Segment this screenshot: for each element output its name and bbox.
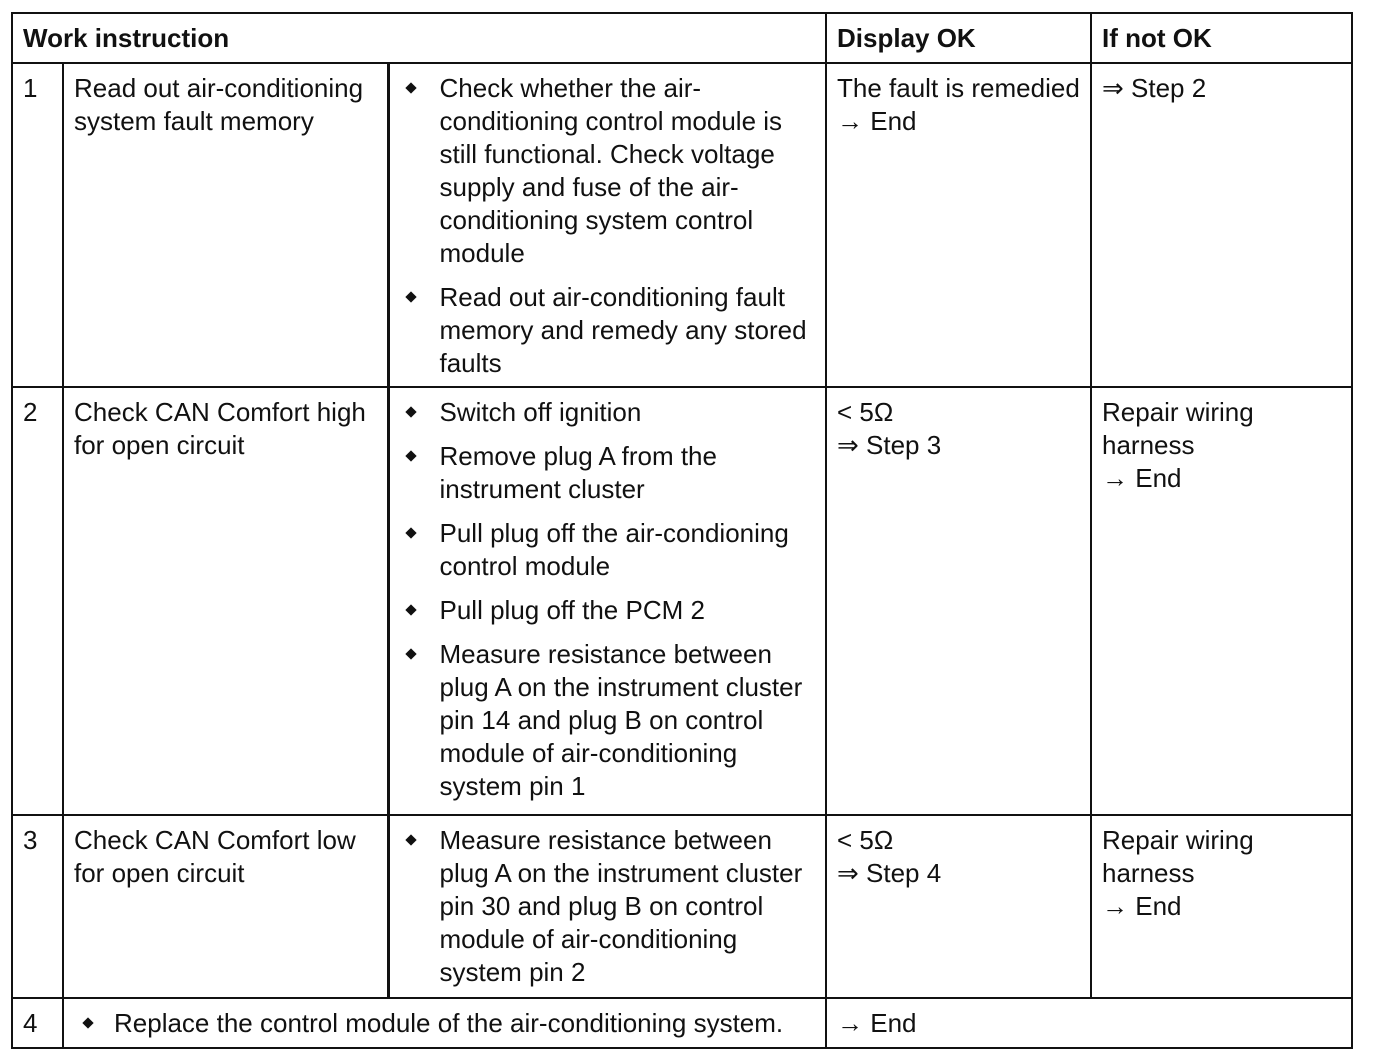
bullet-diamond-icon [405, 834, 416, 845]
display-ok-cell [826, 387, 1091, 815]
display-ok-line: ⇒ Step 4 [837, 858, 942, 888]
work-instruction-table [11, 12, 1353, 1049]
if-not-ok-line: Repair wiring harness [1102, 825, 1254, 888]
display-ok-line: The fault is remedied [837, 73, 1080, 103]
if-not-ok-cell [1091, 387, 1352, 815]
step-number: 1 [12, 63, 63, 387]
display-ok-line: < 5Ω [837, 397, 894, 427]
step-actions [388, 815, 826, 998]
display-ok-line: < 5Ω [837, 825, 894, 855]
action-text: Pull plug off the air-condioning control module [439, 518, 789, 581]
if-not-ok-line: Repair wiring harness [1102, 397, 1254, 460]
list-item [400, 281, 816, 380]
if-not-ok-cell [1091, 815, 1352, 998]
list-item [400, 594, 816, 627]
if-not-ok-cell [1091, 63, 1352, 387]
instruction-text: Replace the control module of the air-conditioning system. [114, 1008, 784, 1038]
action-text: Check whether the air-conditioning control module is still functional. Check voltage supply and fuse of the air-conditioning system control module [439, 73, 783, 268]
bullet-diamond-icon [405, 291, 416, 302]
step-instruction [63, 998, 826, 1048]
display-ok-line: → End [837, 106, 917, 136]
table-row [12, 998, 1352, 1048]
table-row [12, 815, 1352, 998]
list-item [400, 440, 816, 506]
bullet-diamond-icon [405, 527, 416, 538]
if-not-ok-line: ⇒ Step 2 [1102, 73, 1207, 103]
action-text: Pull plug off the PCM 2 [439, 595, 705, 625]
step-result: → End [826, 998, 1352, 1048]
action-text: Read out air-conditioning fault memory and remedy any stored faults [439, 282, 807, 378]
list-item [400, 517, 816, 583]
action-text: Switch off ignition [439, 397, 642, 427]
step-actions [388, 63, 826, 387]
bullet-diamond-icon [405, 648, 416, 659]
action-text: Remove plug A from the instrument cluster [439, 441, 717, 504]
step-number: 3 [12, 815, 63, 998]
bullet-diamond-icon [405, 406, 416, 417]
header-if-not-ok: If not OK [1091, 13, 1352, 63]
table-row [12, 63, 1352, 387]
header-display-ok: Display OK [826, 13, 1091, 63]
step-number: 2 [12, 387, 63, 815]
list-item [400, 72, 816, 270]
header-row [12, 13, 1352, 63]
list-item [400, 396, 816, 429]
if-not-ok-line: → End [1102, 463, 1182, 493]
action-text: Measure resistance between plug A on the instrument cluster pin 30 and plug B on control module of air-conditioning system pin 2 [439, 825, 803, 987]
bullet-diamond-icon [405, 604, 416, 615]
bullet-diamond-icon [405, 82, 416, 93]
if-not-ok-line: → End [1102, 891, 1182, 921]
step-number: 4 [12, 998, 63, 1048]
list-item [400, 638, 816, 803]
list-item [400, 824, 816, 989]
table-row [12, 387, 1352, 815]
step-task: Check CAN Comfort high for open circuit [63, 387, 388, 815]
action-text: Measure resistance between plug A on the instrument cluster pin 14 and plug B on control module of air-conditioning system pin 1 [439, 639, 803, 801]
step-task: Check CAN Comfort low for open circuit [63, 815, 388, 998]
header-work-instruction: Work instruction [12, 13, 826, 63]
step-task: Read out air-conditioning system fault memory [63, 63, 388, 387]
display-ok-cell [826, 815, 1091, 998]
display-ok-line: ⇒ Step 3 [837, 430, 942, 460]
display-ok-cell [826, 63, 1091, 387]
step-actions [388, 387, 826, 815]
bullet-diamond-icon [405, 450, 416, 461]
